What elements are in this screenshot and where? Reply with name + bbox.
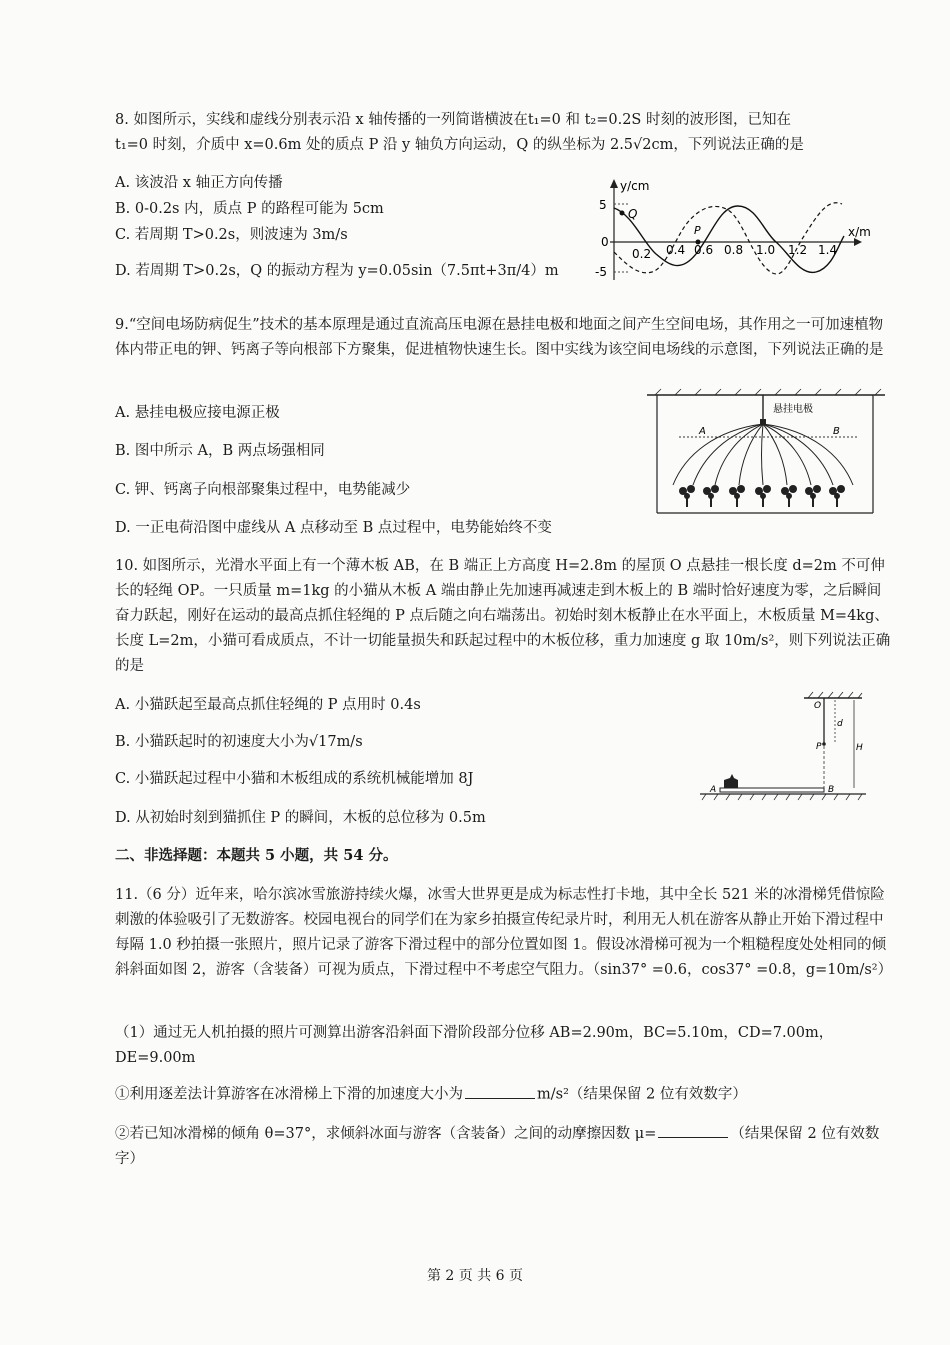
q10-cat-figure — [700, 688, 870, 810]
x-tick: 1.2 — [788, 243, 808, 257]
x-tick: 0.2 — [632, 247, 652, 261]
q10-option-a: A. 小猫跃起至最高点抓住轻绳的 P 点用时 0.4s — [115, 697, 421, 713]
y-axis-arrow — [610, 179, 618, 188]
answer-blank-acceleration[interactable] — [465, 1083, 535, 1099]
label-p: P — [816, 742, 822, 752]
y-axis-label: y/cm — [620, 179, 650, 193]
q9-option-a: A. 悬挂电极应接电源正极 — [115, 405, 280, 421]
q11-sub2 — [115, 1122, 895, 1172]
label-d: d — [837, 719, 843, 729]
q8-stem — [115, 108, 915, 158]
q8-stem-line2: t₁=0 时刻，介质中 x=0.6m 处的质点 P 沿 y 轴负方向运动，Q 的纵坐标为 2.5√2cm，下列说法正确的是 — [115, 137, 804, 153]
q8-option-c: C. 若周期 T>0.2s，则波速为 3m/s — [115, 227, 348, 243]
q10-option-b: B. 小猫跃起时的初速度大小为√17m/s — [115, 734, 363, 750]
y-tick-neg5: -5 — [595, 265, 607, 279]
roof-hatch — [808, 692, 862, 698]
q8-option-a: A. 该波沿 x 轴正方向传播 — [115, 175, 283, 191]
q8-option-b: B. 0-0.2s 内，质点 P 的路程可能为 5cm — [115, 201, 384, 217]
y-tick-0: 0 — [601, 235, 609, 249]
q9-option-c: C. 钾、钙离子向根部聚集过程中，电势能减少 — [115, 482, 411, 498]
q11-sub2-note: （结果保留 2 位有效数字） — [115, 1126, 880, 1167]
board — [720, 788, 824, 792]
q8-option-d: D. 若周期 T>0.2s，Q 的振动方程为 y=0.05sin（7.5πt+3π/4）m — [115, 263, 559, 279]
label-h: H — [856, 743, 863, 753]
q8-wave-figure — [592, 176, 890, 288]
ground-hatch — [702, 794, 862, 800]
q9-option-b: B. 图中所示 A，B 两点场强相同 — [115, 443, 325, 459]
q10-option-d: D. 从初始时刻到猫抓住 P 的瞬间，木板的总位移为 0.5m — [115, 810, 486, 826]
wave-solid — [614, 206, 844, 272]
label-p: P — [694, 224, 701, 237]
q10-option-c: C. 小猫跃起过程中小猫和木板组成的系统机械能增加 8J — [115, 771, 474, 787]
x-tick: 0.4 — [666, 243, 686, 257]
label-o: O — [814, 701, 822, 711]
q8-stem-line1: 8. 如图所示，实线和虚线分别表示沿 x 轴传播的一列简谐横波在t₁=0 和 t₂=0.2S 时刻的波形图，已知在 — [115, 112, 791, 128]
plants — [679, 485, 845, 507]
q9-field-figure — [645, 385, 895, 520]
label-a: A — [710, 785, 717, 795]
q10-stem: 10. 如图所示，光滑水平面上有一个薄木板 AB，在 B 端正上方高度 H=2.8m 的屋顶 O 点悬挂一根长度 d=2m 不可伸长的轻绳 OP。一只质量 m=1kg 的小猫从木板 A 端由静止先加速再减速走到木板上的 B 端时恰好速度为零，之后瞬间奋力跃起，刚好在运动的最高点抓住轻绳的 P 点后随之向右端荡出。初始时刻木板静止在水平面上，木板质量 M=4kg、长度 L=2m，小猫可看成质点，不计一切能量损失和跃起过程中的木板位移，重力加速度 g 取 10m/s²，则下列说法正确的是 — [115, 558, 891, 674]
point-p — [822, 742, 826, 746]
label-a: A — [699, 426, 706, 437]
point-q — [620, 211, 625, 216]
x-axis-label: x/m — [848, 225, 871, 239]
electrode — [760, 419, 766, 424]
wave-dashed — [614, 203, 842, 274]
q11-sub1-unit: m/s²（结果保留 2 位有效数字） — [537, 1086, 747, 1103]
q11-part1: （1）通过无人机拍摄的照片可测算出游客沿斜面下滑阶段部分位移 AB=2.90m，BC=5.10m，CD=7.00m，DE=9.00m — [115, 1025, 834, 1066]
electrode-label: 悬挂电极 — [773, 404, 813, 415]
cat — [724, 774, 738, 788]
ceiling-hatch — [655, 389, 881, 395]
answer-blank-friction[interactable] — [658, 1123, 728, 1139]
q11-stem: 11.（6 分）近年来，哈尔滨冰雪旅游持续火爆，冰雪大世界更是成为标志性打卡地，其中全长 521 米的冰滑梯凭借惊险刺激的体验吸引了无数游客。校园电视台的同学们在为家乡拍摄宣传纪录片时，利用无人机在游客从静止开始下滑过程中每隔 1.0 秒拍摄一张照片，照片记录了游客下滑过程中的部分位置如图 1。假设冰滑梯可视为一个粗糙程度处处相同的倾斜斜面如图 2，游客（含装备）可视为质点，下滑过程中不考虑空气阻力。（sin37° =0.6，cos37° =0.8，g=10m/s²） — [115, 887, 893, 978]
q9-option-d: D. 一正电荷沿图中虚线从 A 点移动至 B 点过程中，电势能始终不变 — [115, 520, 552, 536]
label-q: Q — [628, 207, 638, 221]
q11-sub1 — [115, 1083, 747, 1106]
y-tick-5: 5 — [599, 198, 607, 212]
x-axis-arrow — [854, 238, 862, 246]
page-footer: 第 2 页 共 6 页 — [426, 1268, 524, 1284]
x-tick: 0.8 — [724, 243, 744, 257]
q9-stem: 9.“空间电场防病促生”技术的基本原理是通过直流高压电源在悬挂电极和地面之间产生空间电场，其作用之一可加速植物体内带正电的钾、钙离子等向根部下方聚集，促进植物快速生长。图中实线为该空间电场线的示意图，下列说法正确的是 — [115, 317, 884, 358]
q11-sub1-text: ①利用逐差法计算游客在冰滑梯上下滑的加速度大小为 — [115, 1086, 463, 1103]
x-tick: 0.6 — [694, 243, 714, 257]
x-tick: 1.4 — [818, 243, 838, 257]
label-b: B — [833, 426, 840, 437]
x-tick: 1.0 — [756, 243, 776, 257]
q11-sub2-text: ②若已知冰滑梯的倾角 θ=37°，求倾斜冰面与游客（含装备）之间的动摩擦因数 μ= — [115, 1126, 657, 1142]
label-b: B — [828, 785, 835, 795]
section-2-heading: 二、非选择题：本题共 5 小题，共 54 分。 — [115, 847, 398, 864]
